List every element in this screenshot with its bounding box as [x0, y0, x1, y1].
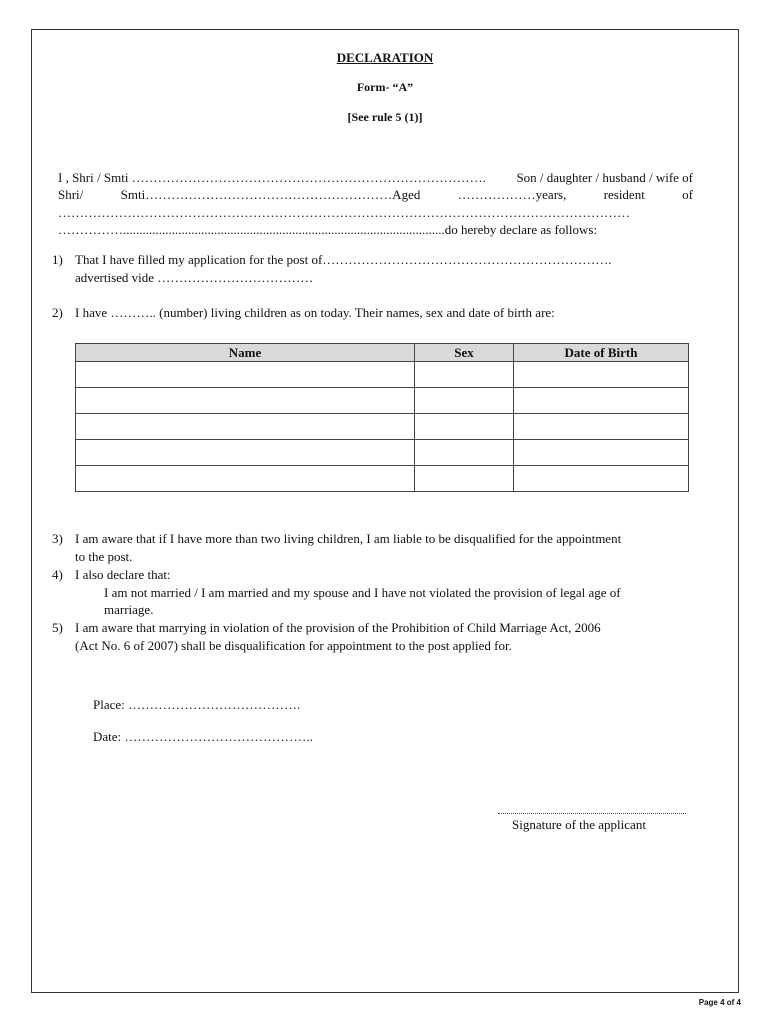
name-cell[interactable]: [76, 362, 415, 388]
sex-cell[interactable]: [415, 466, 514, 492]
sex-cell[interactable]: [415, 414, 514, 440]
dob-cell[interactable]: [514, 466, 689, 492]
item-4-line-3: marriage.: [104, 602, 154, 617]
dob-cell[interactable]: [514, 388, 689, 414]
item-3-number: 3): [52, 531, 63, 546]
item-4-line-1: I also declare that:: [75, 567, 171, 582]
item-1-number: 1): [52, 252, 63, 267]
intro-line-4: ……………...................................................................................................do hereby declare as follows:: [58, 222, 598, 237]
item-3-line-1: I am aware that if I have more than two living children, I am liable to be disqualified for the appointment: [75, 531, 622, 546]
intro-name-field: I , Shri / Smti ……………………………………………………………………….: [58, 170, 486, 185]
form-label: Form- “A”: [356, 80, 414, 94]
intro-of-label: of: [682, 187, 693, 202]
place-field[interactable]: Place: ………………………………….: [93, 697, 301, 712]
signature-label: Signature of the applicant: [512, 817, 646, 832]
sex-cell[interactable]: [415, 362, 514, 388]
dob-cell[interactable]: [514, 440, 689, 466]
name-cell[interactable]: [76, 414, 415, 440]
intro-smti-field: Smti…………………………………………………Aged: [120, 187, 421, 202]
intro-line-1: [58, 170, 693, 186]
sex-cell[interactable]: [415, 440, 514, 466]
date-field[interactable]: Date: ……………………………………..: [93, 729, 313, 744]
intro-shri-label: Shri/: [58, 187, 84, 202]
table-header-row: [76, 344, 689, 362]
signature-line[interactable]: [498, 813, 686, 814]
dob-cell[interactable]: [514, 414, 689, 440]
table-row: [76, 414, 689, 440]
intro-relation-text: Son / daughter / husband / wife of: [516, 170, 693, 185]
table-row: [76, 440, 689, 466]
name-cell[interactable]: [76, 466, 415, 492]
intro-resident-label: resident: [603, 187, 645, 202]
item-4-line-2: I am not married / I am married and my spouse and I have not violated the provision of legal age of: [104, 585, 621, 600]
dob-cell[interactable]: [514, 362, 689, 388]
document-title: DECLARATION: [336, 50, 434, 65]
item-2-line-1: I have ……….. (number) living children as on today. Their names, sex and date of birth are:: [75, 305, 555, 320]
children-table: [75, 343, 689, 492]
intro-line-2: [58, 187, 693, 203]
name-cell[interactable]: [76, 440, 415, 466]
column-header-dob: Date of Birth: [514, 344, 689, 362]
table-row: [76, 466, 689, 492]
item-5-line-1: I am aware that marrying in violation of the provision of the Prohibition of Child Marriage Act, 2006: [75, 620, 601, 635]
item-4-number: 4): [52, 567, 63, 582]
item-2-number: 2): [52, 305, 63, 320]
page-number: Page 4 of 4: [698, 998, 741, 1007]
sex-cell[interactable]: [415, 388, 514, 414]
item-5-number: 5): [52, 620, 63, 635]
item-1-line-1: That I have filled my application for the post of………………………………………………………….: [75, 252, 612, 267]
column-header-sex: Sex: [415, 344, 514, 362]
item-3-line-2: to the post.: [75, 549, 133, 564]
name-cell[interactable]: [76, 388, 415, 414]
intro-age-field: ………………years,: [457, 187, 567, 202]
column-header-name: Name: [76, 344, 415, 362]
rule-reference: [See rule 5 (1)]: [347, 110, 423, 124]
item-5-line-2: (Act No. 6 of 2007) shall be disqualification for appointment to the post applied for.: [75, 638, 512, 653]
table-row: [76, 388, 689, 414]
item-1-line-2: advertised vide ………………………………: [75, 270, 314, 285]
table-row: [76, 362, 689, 388]
intro-line-3: ……………………………………………………………………………………………………………………: [58, 205, 630, 220]
